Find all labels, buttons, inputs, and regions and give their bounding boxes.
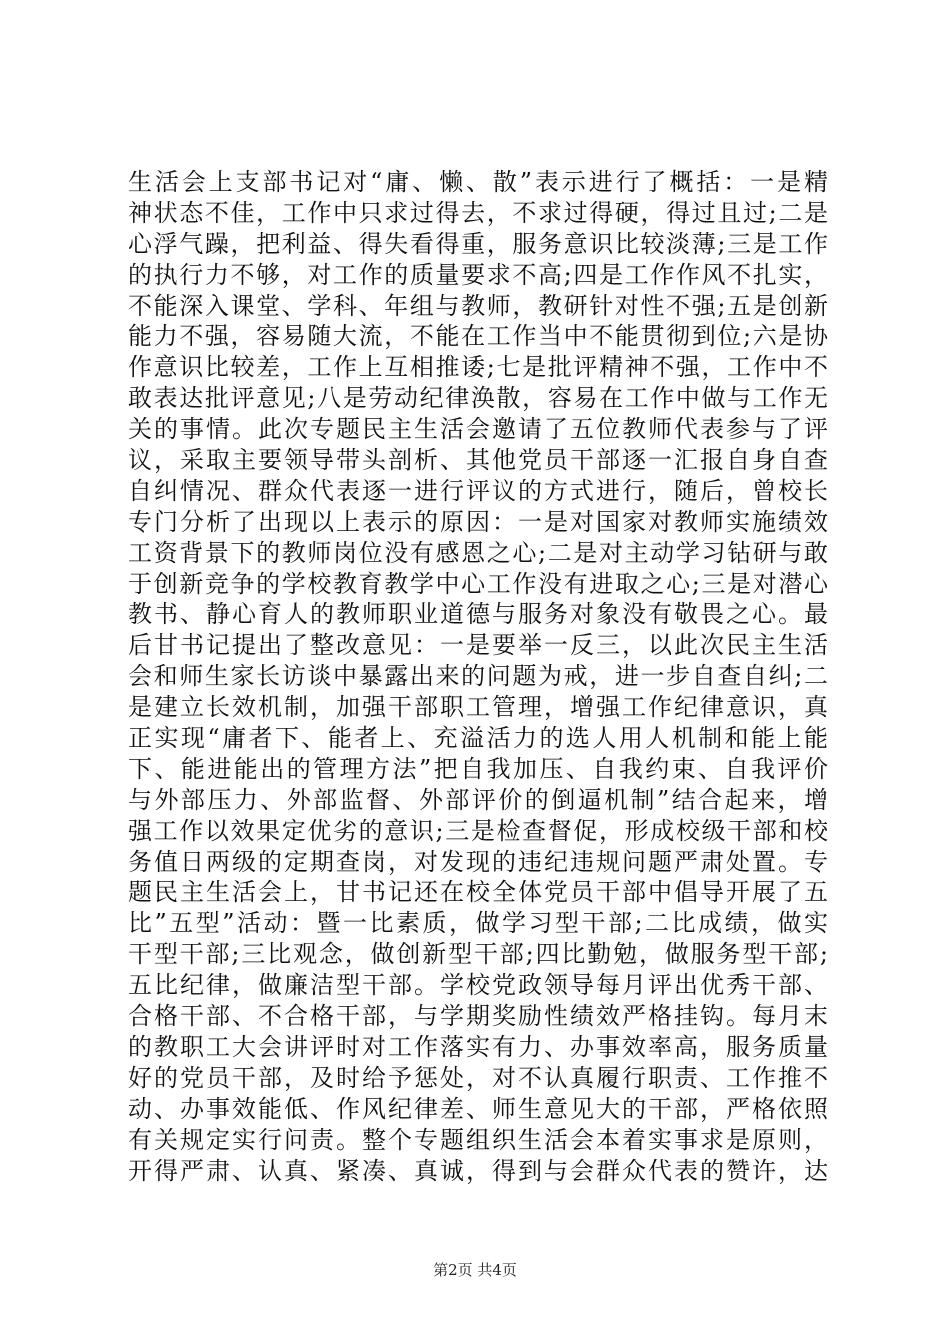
text-line: 心浮气躁，把利益、得失看得重，服务意识比较淡薄;三是工作 <box>128 229 828 258</box>
text-line: 五比纪律，做廉洁型干部。学校党政领导每月评出优秀干部、 <box>128 971 828 1000</box>
text-line: 生活会上支部书记对“庸、懒、散”表示进行了概括：一是精 <box>128 168 828 196</box>
text-line: 强工作以效果定优劣的意识;三是检查督促，形成校级干部和校 <box>128 816 828 845</box>
page-footer: 第2页 共4页 <box>433 1261 517 1279</box>
text-line: 神状态不佳，工作中只求过得去，不求过得硬，得过且过;二是 <box>128 198 828 227</box>
text-line: 正实现“庸者下、能者上、充溢活力的选人用人机制和能上能 <box>128 724 828 753</box>
text-line: 动、办事效能低、作风纪律差、师生意见大的干部，严格依照 <box>128 1094 828 1123</box>
text-line: 关的事情。此次专题民主生活会邀请了五位教师代表参与了评 <box>128 415 828 444</box>
body-text <box>128 167 828 1186</box>
text-line: 的执行力不够，对工作的质量要求不高;四是工作作风不扎实， <box>128 260 828 289</box>
text-line: 于创新竞争的学校教育教学中心工作没有进取之心;三是对潜心 <box>128 569 828 598</box>
text-line: 好的党员干部，及时给予惩处，对不认真履行职责、工作推不 <box>128 1063 828 1092</box>
text-line: 与外部压力、外部监督、外部评价的倒逼机制”结合起来，增 <box>128 785 828 814</box>
text-line: 自纠情况、群众代表逐一进行评议的方式进行，随后，曾校长 <box>128 476 828 505</box>
text-line: 后甘书记提出了整改意见：一是要举一反三，以此次民主生活 <box>128 631 828 660</box>
text-line: 教书、静心育人的教师职业道德与服务对象没有敬畏之心。最 <box>128 600 828 629</box>
text-line: 专门分析了出现以上表示的原因：一是对国家对教师实施绩效 <box>128 507 828 536</box>
text-line: 开得严肃、认真、紧凑、真诚，得到与会群众代表的赞许，达 <box>128 1156 828 1185</box>
text-line: 比”五型”活动：暨一比素质，做学习型干部;二比成绩，做实 <box>128 909 828 938</box>
text-line: 题民主生活会上，甘书记还在校全体党员干部中倡导开展了五 <box>128 878 828 907</box>
text-line: 不能深入课堂、学科、年组与教师，教研针对性不强;五是创新 <box>128 291 828 320</box>
text-line: 有关规定实行问责。整个专题组织生活会本着实事求是原则， <box>128 1125 828 1154</box>
text-line: 的教职工大会讲评时对工作落实有力、办事效率高，服务质量 <box>128 1032 828 1061</box>
text-line: 议，采取主要领导带头剖析、其他党员干部逐一汇报自身自查 <box>128 446 828 475</box>
text-line: 敢表达批评意见;八是劳动纪律涣散，容易在工作中做与工作无 <box>128 384 828 413</box>
text-line: 务值日两级的定期查岗，对发现的违纪违规问题严肃处置。专 <box>128 847 828 876</box>
text-line: 干型干部;三比观念，做创新型干部;四比勤勉，做服务型干部; <box>128 940 828 969</box>
text-line: 是建立长效机制，加强干部职工管理，增强工作纪律意识，真 <box>128 693 828 722</box>
text-line: 会和师生家长访谈中暴露出来的问题为戒，进一步自查自纠;二 <box>128 662 828 691</box>
text-line: 工资背景下的教师岗位没有感恩之心;二是对主动学习钻研与敢 <box>128 538 828 567</box>
text-line: 合格干部、不合格干部，与学期奖励性绩效严格挂钩。每月末 <box>128 1002 828 1031</box>
text-line: 作意识比较差，工作上互相推诿;七是批评精神不强，工作中不 <box>128 353 828 382</box>
text-line: 能力不强，容易随大流，不能在工作当中不能贯彻到位;六是协 <box>128 322 828 351</box>
text-line: 下、能进能出的管理方法”把自我加压、自我约束、自我评价 <box>128 754 828 783</box>
